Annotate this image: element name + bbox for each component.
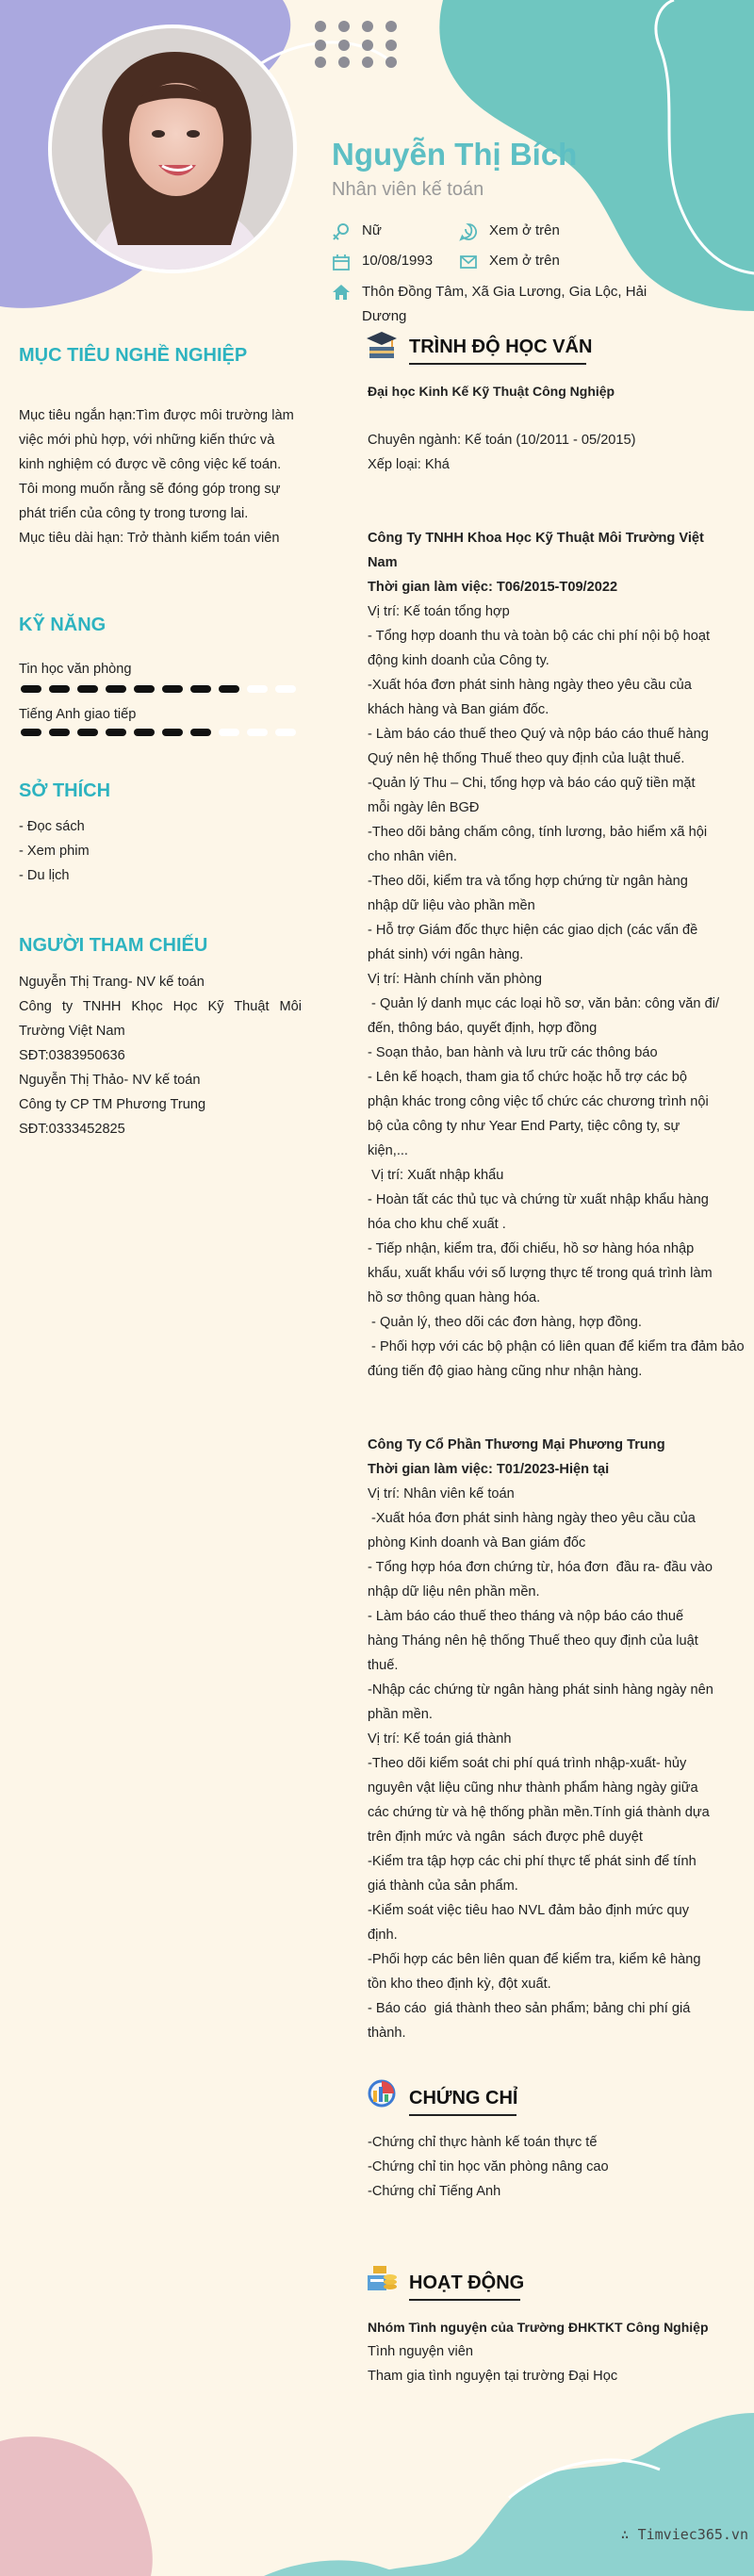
- activity-desc: Tham gia tình nguyện tại trường Đại Học: [368, 2369, 618, 2384]
- experience-line: Vị trí: Kế toán tổng hợp: [368, 604, 510, 619]
- skill-segment: [275, 685, 296, 693]
- certificates-list: [368, 2130, 726, 2204]
- graduation-cap-icon: [366, 328, 398, 360]
- company-name: Nam: [368, 555, 398, 570]
- company-name: Công Ty Cổ Phần Thương Mại Phương Trung: [368, 1437, 665, 1452]
- skill-segment: [162, 685, 183, 693]
- home-icon: [332, 283, 351, 302]
- certificates-heading: CHỨNG CHỈ: [409, 2088, 518, 2108]
- experience-line: - Lên kế hoạch, tham gia tổ chức hoặc hỗ trợ các bộ: [368, 1070, 687, 1085]
- objective-line: việc mới phù hợp, với những kiến thức và: [19, 433, 275, 448]
- experience-line: - Tiếp nhận, kiểm tra, đối chiếu, hồ sơ hàng hóa nhập: [368, 1241, 695, 1256]
- email-value: Xem ở trên: [489, 253, 560, 269]
- experience-line: - Làm báo cáo thuế theo Quý và nộp báo cáo thuế hàng: [368, 727, 709, 742]
- experience-line: cho nhân viên.: [368, 849, 457, 864]
- skill-label: Tin học văn phòng: [19, 662, 132, 677]
- experience-line: -Kiểm soát việc tiêu hao NVL đảm bảo định mức quy: [368, 1903, 690, 1918]
- experience-line: hồ sơ thông quan hàng hóa.: [368, 1290, 541, 1305]
- skill-segment: [219, 685, 239, 693]
- experience-line: mỗi ngày lên BGĐ: [368, 800, 480, 815]
- skills-heading: KỸ NĂNG: [19, 615, 107, 635]
- email-row: [459, 253, 647, 273]
- experience-line: khách hàng và Ban giám đốc.: [368, 702, 549, 717]
- experience-line: phòng Kinh doanh và Ban giám đốc: [368, 1535, 586, 1551]
- experience-line: - Soạn thảo, ban hành và lưu trữ các thông báo: [368, 1045, 658, 1060]
- skill-segment: [247, 729, 268, 736]
- pink-blob: [0, 2437, 153, 2576]
- experience-line: tồn kho theo định kỳ, đột xuất.: [368, 1977, 551, 1992]
- address-row: [332, 283, 671, 330]
- experience-line: đến, thông báo, quyết định, hợp đồng: [368, 1021, 598, 1036]
- hobbies-heading: SỞ THÍCH: [19, 780, 111, 801]
- experience-line: Vị trí: Xuất nhập khẩu: [368, 1168, 504, 1183]
- objective-line: Mục tiêu ngắn hạn:Tìm được môi trường làm: [19, 408, 294, 423]
- dob-value: 10/08/1993: [362, 253, 434, 269]
- skill-segment: [134, 729, 155, 736]
- experience-line: Quý nên hệ thống Thuế theo quy định của luật thuế.: [368, 751, 685, 766]
- teal-blob-bottom-2: [264, 2560, 405, 2576]
- phone-value: Xem ở trên: [489, 222, 560, 238]
- activities-block: [368, 2315, 726, 2388]
- work-period: Thời gian làm việc: T06/2015-T09/2022: [368, 580, 618, 595]
- work-period: Thời gian làm việc: T01/2023-Hiện tại: [368, 1462, 610, 1477]
- experience-line: - Làm báo cáo thuế theo tháng và nộp báo cáo thuế: [368, 1609, 684, 1624]
- reference-line: SĐT:0333452825: [19, 1122, 125, 1137]
- education-block: [368, 379, 726, 477]
- objective-line: Mục tiêu dài hạn: Trở thành kiểm toán viên: [19, 531, 280, 546]
- hobby-item: - Du lịch: [19, 868, 70, 883]
- experience-line: phát sinh) với ngân hàng.: [368, 947, 524, 962]
- reference-line: SĐT:0383950636: [19, 1048, 125, 1063]
- skill-segment: [49, 685, 70, 693]
- skill-segment: [134, 685, 155, 693]
- experience-line: -Phối hợp các bên liên quan để kiểm tra, kiểm kê hàng: [368, 1952, 701, 1967]
- objective-text: [19, 403, 302, 550]
- certificate-item: -Chứng chỉ tin học văn phòng nâng cao: [368, 2159, 609, 2174]
- experience-line: bộ của công ty như Year End Party, tiệc công ty, sự: [368, 1119, 680, 1134]
- activities-heading: HOẠT ĐỘNG: [409, 2272, 525, 2293]
- skill-bar-english: [19, 728, 302, 737]
- experience-line: định.: [368, 1928, 398, 1943]
- skill-segment: [190, 685, 211, 693]
- experience-1: [368, 526, 745, 1384]
- experience-line: Vị trí: Hành chính văn phòng: [368, 972, 542, 987]
- experience-line: kiện,...: [368, 1143, 408, 1158]
- skill-segment: [219, 729, 239, 736]
- experience-line: - Quản lý danh mục các loại hồ sơ, văn bản: công văn đi/: [368, 996, 720, 1011]
- skill-segment: [21, 685, 41, 693]
- experience-line: -Theo dõi bảng chấm công, tính lương, bảo hiểm xã hội: [368, 825, 708, 840]
- skill-label: Tiếng Anh giao tiếp: [19, 707, 137, 722]
- experience-line: Vị trí: Kế toán giá thành: [368, 1731, 512, 1747]
- experience-line: thuế.: [368, 1658, 399, 1673]
- certificates-underline: [409, 2114, 516, 2116]
- skill-segment: [162, 729, 183, 736]
- objective-line: phát triển của công ty trong tương lai.: [19, 506, 249, 521]
- gender-icon: [332, 222, 351, 241]
- experience-line: - Tổng hợp hóa đơn chứng từ, hóa đơn đầu ra- đầu vào: [368, 1560, 713, 1575]
- reference-line: Trường Việt Nam: [19, 1024, 125, 1039]
- certificate-item: -Chứng chỉ Tiếng Anh: [368, 2184, 501, 2199]
- references-list: [19, 970, 302, 1141]
- experience-line: - Tổng hợp doanh thu và toàn bộ các chi phí nội bộ hoạt: [368, 629, 711, 644]
- experience-line: nhập dữ liệu nên phần mền.: [368, 1584, 540, 1600]
- experience-line: - Phối hợp với các bộ phận có liên quan để kiểm tra đảm bảo: [368, 1339, 745, 1354]
- skill-segment: [190, 729, 211, 736]
- experience-line: -Kiểm tra tập hợp các chi phí thực tế phát sinh để tính: [368, 1854, 697, 1869]
- chart-icon: [366, 2077, 398, 2109]
- experience-line: -Nhập các chứng từ ngân hàng phát sinh hàng ngày nên: [368, 1682, 713, 1698]
- experience-line: - Hỗ trợ Giám đốc thực hiện các giao dịch (các vấn đề: [368, 923, 698, 938]
- experience-line: các chứng từ và hệ thống phần mền.Tính giá thành dựa: [368, 1805, 710, 1820]
- skill-segment: [77, 685, 98, 693]
- skill-segment: [49, 729, 70, 736]
- experience-line: trên định mức và ngân sách được phê duyệt: [368, 1829, 643, 1845]
- experience-line: Vị trí: Nhân viên kế toán: [368, 1486, 515, 1501]
- experience-line: - Quản lý, theo dõi các đơn hàng, hợp đồng.: [368, 1315, 642, 1330]
- experience-line: nhập dữ liệu vào phần mền: [368, 898, 535, 913]
- skill-segment: [275, 729, 296, 736]
- experience-line: nguyên vật liệu cũng như thành phẩm hàng ngày giữa: [368, 1780, 698, 1796]
- hobby-item: - Xem phim: [19, 844, 90, 859]
- experience-line: thành.: [368, 2026, 406, 2041]
- activities-underline: [409, 2299, 520, 2301]
- objective-line: Tôi mong muốn rằng sẽ đóng góp trong sự: [19, 482, 281, 497]
- reference-line: Nguyễn Thị Thảo- NV kế toán: [19, 1073, 201, 1088]
- reference-line: Công ty TNHH Khọc Học Kỹ Thuật Môi: [19, 999, 302, 1014]
- reference-line: Công ty CP TM Phương Trung: [19, 1097, 206, 1112]
- teal-blob-bottom: [368, 2413, 754, 2576]
- company-name: Công Ty TNHH Khoa Học Kỹ Thuật Môi Trường Việt: [368, 531, 704, 546]
- education-school: Đại học Kinh Kế Kỹ Thuật Công Nghiệp: [368, 384, 615, 399]
- experience-line: đúng tiến độ giao hàng cũng như nhận hàng.: [368, 1364, 643, 1379]
- calendar-icon: [332, 253, 351, 271]
- experience-line: phận khác trong công việc tổ chức các chương trình nội: [368, 1094, 709, 1109]
- experience-line: -Xuất hóa đơn phát sinh hàng ngày theo yêu cầu của: [368, 1511, 696, 1526]
- experience-line: hóa cho khu chế xuất .: [368, 1217, 506, 1232]
- logo-icon: ∴: [620, 2526, 638, 2543]
- experience-line: hàng Tháng nên hệ thống Thuế theo quy định của luật: [368, 1633, 698, 1649]
- education-grade: Xếp loại: Khá: [368, 457, 450, 472]
- hobby-item: - Đọc sách: [19, 819, 85, 834]
- objective-line: kinh nghiệm có được về công việc kế toán.: [19, 457, 282, 472]
- skill-segment: [247, 685, 268, 693]
- references-heading: NGƯỜI THAM CHIẾU: [19, 935, 208, 956]
- gender-value: Nữ: [362, 222, 382, 238]
- education-heading: TRÌNH ĐỘ HỌC VẤN: [409, 336, 593, 357]
- candidate-name: Nguyễn Thị Bích: [332, 137, 578, 172]
- objective-heading: MỤC TIÊU NGHỀ NGHIỆP: [19, 345, 248, 366]
- experience-line: - Hoàn tất các thủ tục và chứng từ xuất nhập khẩu hàng: [368, 1192, 709, 1207]
- footer-brand: [621, 2526, 748, 2543]
- phone-icon: [459, 222, 478, 241]
- experience-line: giá thành của sản phẩm.: [368, 1879, 518, 1894]
- reference-line: Nguyễn Thị Trang- NV kế toán: [19, 975, 205, 990]
- job-title: Nhân viên kế toán: [332, 179, 484, 200]
- experience-line: -Theo dõi, kiểm tra và tổng hợp chứng từ ngân hàng: [368, 874, 688, 889]
- certificate-item: -Chứng chỉ thực hành kế toán thực tế: [368, 2135, 598, 2150]
- skill-segment: [21, 729, 41, 736]
- activity-org: Nhóm Tình nguyện của Trường ĐHKTKT Công Nghiệp: [368, 2320, 709, 2335]
- activity-role: Tình nguyện viên: [368, 2344, 473, 2359]
- address-line-2: Dương: [362, 308, 407, 324]
- experience-line: -Xuất hóa đơn phát sinh hàng ngày theo yêu cầu của: [368, 678, 692, 693]
- skill-segment: [106, 685, 126, 693]
- experience-2: [368, 1433, 726, 2045]
- skill-segment: [106, 729, 126, 736]
- coins-icon: [366, 2262, 398, 2294]
- address-value: [362, 280, 647, 329]
- phone-row: [459, 222, 647, 243]
- address-line-1: Thôn Đồng Tâm, Xã Gia Lương, Gia Lộc, Hải: [362, 284, 647, 300]
- education-underline: [409, 363, 586, 365]
- experience-line: phần mền.: [368, 1707, 433, 1722]
- footer-brand-text: Timviec365.vn: [637, 2526, 748, 2543]
- skill-bar-office: [19, 684, 302, 694]
- email-icon: [459, 253, 478, 271]
- skill-segment: [77, 729, 98, 736]
- hobbies-list: [19, 814, 302, 888]
- experience-line: - Báo cáo giá thành theo sản phẩm; bảng chi phí giá: [368, 2001, 691, 2016]
- education-major: Chuyên ngành: Kế toán (10/2011 - 05/2015): [368, 433, 636, 448]
- experience-line: khẩu, xuất khẩu với số lượng thực tế trong quá trình làm: [368, 1266, 713, 1281]
- experience-line: -Quản lý Thu – Chi, tổng hợp và báo cáo quỹ tiền mặt: [368, 776, 696, 791]
- experience-line: động kinh doanh của Công ty.: [368, 653, 549, 668]
- experience-line: -Theo dõi kiểm soát chi phí quá trình nhập-xuất- hủy: [368, 1756, 687, 1771]
